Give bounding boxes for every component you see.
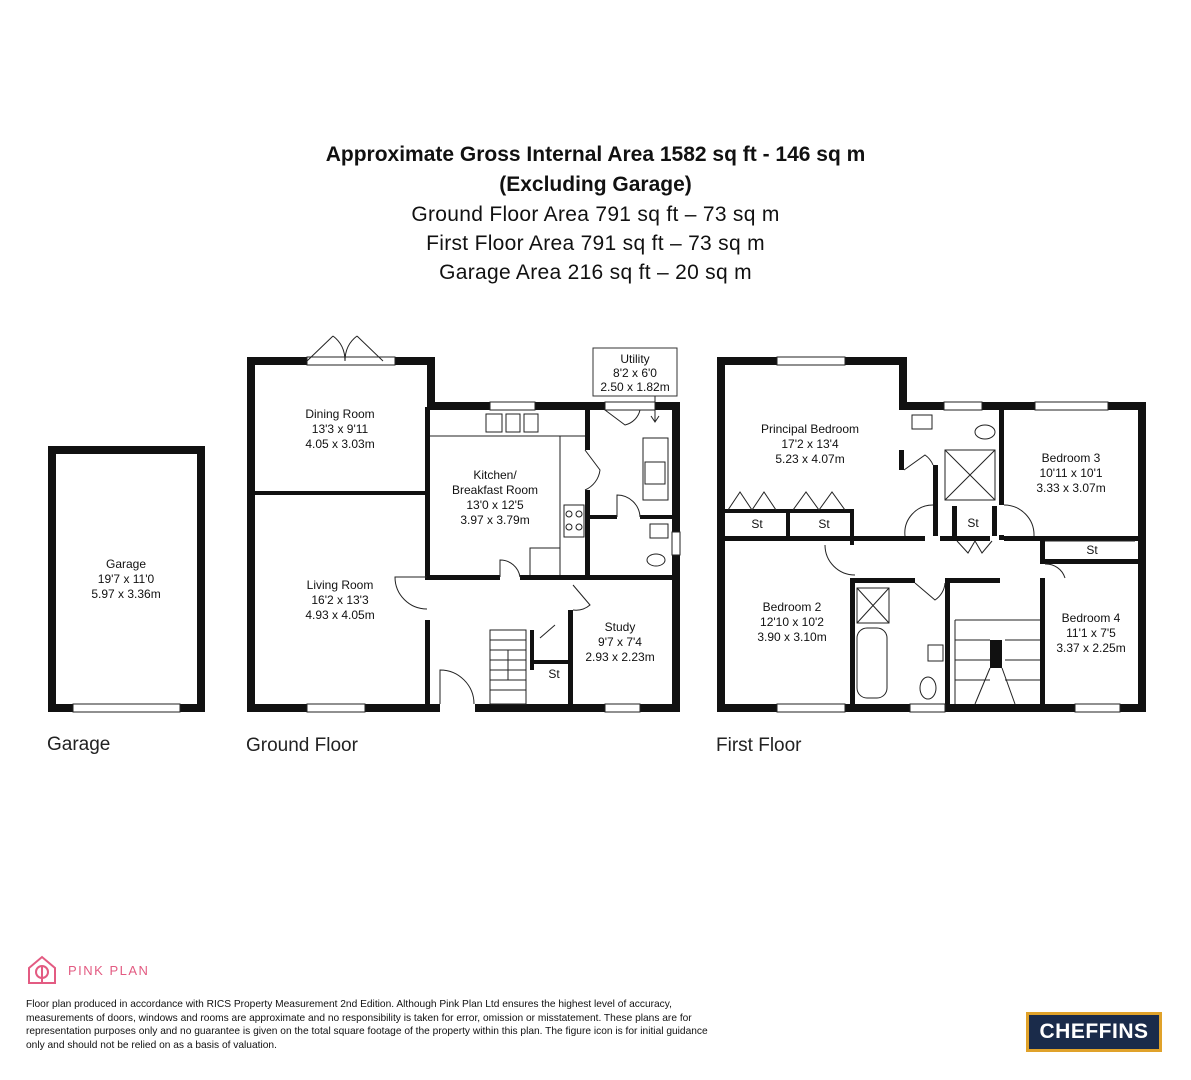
bath-basin [928,645,943,661]
ff-window [777,357,845,365]
excluding-garage-note: (Excluding Garage) [499,173,692,196]
bathtub [857,628,887,698]
ff-internal-wall [850,578,915,583]
principal-bedroom-name: Principal Bedroom [760,422,860,436]
wc-toilet [647,554,665,566]
ff-wall [899,357,907,407]
ground-store-label: St [548,667,560,681]
hob-ring [576,511,582,517]
gf-wall [427,402,490,410]
utility-units [643,438,668,500]
wc-basin [650,524,668,538]
kitchen-drainer [486,414,502,432]
pink-plan-name: PINK PLAN [68,962,150,978]
ground-stairs [490,630,526,704]
ff-wall [1138,402,1146,712]
principal-bedroom-imperial: 17'2 x 13'4 [781,437,839,451]
shower-tray-cross [945,450,995,500]
ff-internal-wall [899,450,904,470]
ff-wall [717,704,777,712]
living-room-imperial: 16'2 x 13'3 [311,593,369,607]
ff-wall [945,704,1075,712]
ff-window [944,402,982,410]
gf-window [307,704,365,712]
ff-internal-wall [725,536,925,541]
disclaimer-text: Floor plan produced in accordance with RICS Property Measurement 2nd Edition. Although Pink Plan Ltd ensures the highest level of accuracy, measurements of doors, windows and rooms are approximate and no responsibility is taken for error, omission or misstatement. These plans are for representation purposes only and no guarantee is given on the total square footage of the property within this plan. The figure icon is for initial guidance only and should not be relied on as a basis of valuation. [26,999,708,1051]
hob-ring [566,511,572,517]
garage-wall-bottom-left [48,704,73,712]
ff-store-wall [952,506,957,536]
ff-wall [717,357,725,712]
utility-back-door [605,410,640,425]
pink-plan-brand [26,955,149,985]
bedroom-4-imperial: 11'1 x 7'5 [1066,626,1116,640]
cheffins-logo: CHEFFINS [1026,1012,1162,1052]
bedroom-3-name: Bedroom 3 [1041,451,1101,465]
gf-wall [585,402,605,410]
kitchen-name-line1: Kitchen/ [473,468,517,482]
ensuite-basin [912,415,932,429]
front-door-swing [440,670,474,704]
gf-internal-wall [585,410,590,450]
utility-door-swing [585,450,600,490]
ff-internal-wall [933,465,938,536]
wc-door-swing [617,495,640,517]
principal-bedroom-metric: 5.23 x 4.07m [775,452,845,466]
ff-internal-wall [1040,541,1045,559]
ff-wall [717,357,777,365]
garage-plan [48,446,205,712]
gf-wall [672,555,680,712]
pink-plan-logo-icon [26,955,58,985]
living-room-metric: 4.93 x 4.05m [305,608,375,622]
gf-internal-wall [590,515,617,519]
bath-shower-cross [857,588,889,623]
ff-store-wall [992,506,997,536]
bedroom-3-metric: 3.33 x 3.07m [1036,481,1106,495]
garage-floor-label: Garage [47,734,111,755]
kitchen-name-line2: Breakfast Room [451,483,539,497]
store-doors [957,541,992,553]
ensuite-toilet [975,425,995,439]
ff-internal-wall [945,578,950,704]
wardrobe-2-label: St [818,517,830,531]
ff-window [910,704,945,712]
study-metric: 2.93 x 2.23m [585,650,655,664]
gf-wall [475,704,605,712]
garage-wall-bottom-right [180,704,205,712]
dining-room-name: Dining Room [305,407,375,421]
gf-wall [535,402,585,410]
utility-sink [645,462,665,484]
garage-wall-right [197,446,205,712]
bedroom-door-swing [905,505,933,536]
first-floor-label: First Floor [716,735,802,756]
bedroom-4-name: Bedroom 4 [1061,611,1121,625]
bath-toilet [920,677,936,699]
bedroom-2-metric: 3.90 x 3.10m [757,630,827,644]
gf-window [605,402,655,410]
living-door-swing [395,577,427,609]
ff-internal-wall [999,410,1004,505]
gf-internal-wall [520,575,672,580]
bedroom-2-name: Bedroom 2 [762,600,822,614]
hob-ring [566,524,572,530]
gf-internal-wall [530,660,570,664]
hall-door-swing [500,560,520,577]
ff-window [777,704,845,712]
utility-metric: 2.50 x 1.82m [600,380,670,394]
bedroom-2-imperial: 12'10 x 10'2 [760,615,824,629]
bed3-door-swing [1004,505,1034,536]
kitchen-imperial: 13'0 x 12'5 [466,498,524,512]
wardrobe-doors [793,492,845,510]
gf-internal-wall [425,407,430,577]
gf-wall [640,704,680,712]
ff-wardrobe-wall [850,509,854,545]
garage-room-name: Garage [105,557,147,571]
gf-window [605,704,640,712]
garage-area: Garage Area 216 sq ft – 20 sq m [439,261,752,284]
ground-floor-plan [247,336,680,712]
wardrobe-doors [728,492,776,510]
bed3-store-label: St [1086,543,1098,557]
dining-room-imperial: 13'3 x 9'11 [311,422,369,436]
ground-floor-area: Ground Floor Area 791 sq ft – 73 sq m [411,203,780,226]
ff-internal-wall [1004,536,1138,541]
utility-name: Utility [620,352,650,366]
ground-floor-label: Ground Floor [246,735,358,756]
bedroom-3-imperial: 10'11 x 10'1 [1039,466,1103,480]
ff-window [1075,704,1120,712]
wardrobe-1-label: St [751,517,763,531]
living-room-name: Living Room [306,578,374,592]
bed2-door-swing [825,545,855,575]
ff-wall [899,402,944,410]
ensuite-door-swing [904,455,933,470]
kitchen-hob [564,505,584,537]
ff-internal-wall [850,578,855,704]
gf-window [672,532,680,555]
gf-wall [427,357,435,407]
gf-wall [672,402,680,532]
study-imperial: 9'7 x 7'4 [598,635,642,649]
ff-wardrobe-wall [786,509,790,536]
garage-wall-left [48,446,56,712]
ff-internal-wall [1040,578,1045,704]
bath-door-swing [915,583,945,600]
garage-room-imperial: 19'7 x 11'0 [97,572,155,586]
ff-wall [845,704,910,712]
ff-wall [982,402,1035,410]
bed4-door-swing [1045,564,1065,578]
ff-window [1035,402,1108,410]
utility-imperial: 8'2 x 6'0 [613,366,657,380]
first-floor-area: First Floor Area 791 sq ft – 73 sq m [426,232,765,255]
gf-internal-wall [255,491,427,495]
gf-internal-wall [568,610,573,704]
ff-internal-wall [1040,559,1138,564]
bedroom-4-metric: 3.37 x 2.25m [1056,641,1126,655]
dining-room-metric: 4.05 x 3.03m [305,437,375,451]
gross-area-title: Approximate Gross Internal Area 1582 sq ft - 146 sq m [325,143,866,166]
ff-internal-wall [950,578,1000,583]
gf-wall [247,357,255,712]
garage-wall-top [48,446,205,454]
store-door [540,625,555,638]
gf-internal-wall [425,575,500,580]
gf-internal-wall [585,490,590,577]
garage-door [73,704,180,712]
gf-window [490,402,535,410]
landing-store-label: St [967,516,979,530]
study-name: Study [604,620,636,634]
kitchen-sink [506,414,520,432]
gf-window [307,357,395,365]
ff-internal-wall [990,640,1002,668]
study-door-swing [573,585,590,610]
garage-room-metric: 5.97 x 3.36m [91,587,161,601]
ff-internal-wall [940,536,990,541]
kitchen-metric: 3.97 x 3.79m [460,513,530,527]
gf-internal-wall [530,630,534,670]
gf-wall [247,357,307,365]
gf-internal-wall [640,515,672,519]
ff-wall [1120,704,1146,712]
first-floor-plan [717,357,1146,712]
gf-wall [247,704,307,712]
ff-internal-wall [999,535,1004,540]
gf-internal-wall [425,620,430,704]
gf-wall [365,704,440,712]
kitchen-sink [524,414,538,432]
hob-ring [576,524,582,530]
ff-wall [845,357,907,365]
